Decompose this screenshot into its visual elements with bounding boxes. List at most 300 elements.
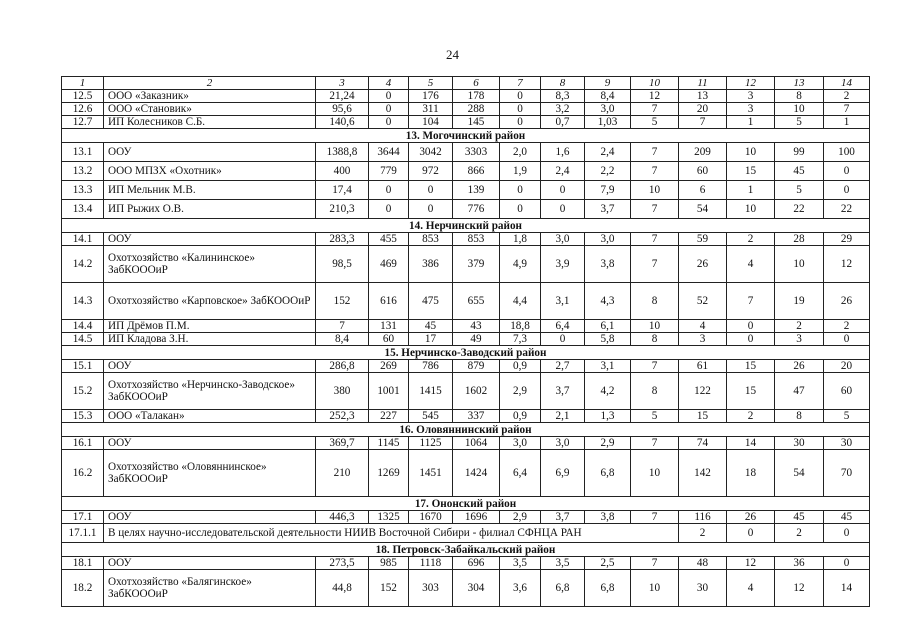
table-cell: 22 [775, 200, 824, 219]
table-cell: 1,03 [585, 116, 631, 129]
table-cell: 7 [631, 557, 679, 570]
table-cell: 475 [409, 283, 453, 320]
table-row [62, 450, 870, 497]
district-title: 16. Оловяннинский район [62, 423, 870, 437]
table-cell: 17 [409, 333, 453, 346]
table-cell: 104 [409, 116, 453, 129]
table-cell: 7 [631, 246, 679, 283]
table-cell: 7 [679, 116, 727, 129]
table-cell: 0 [369, 90, 409, 103]
table-cell: 2 [679, 524, 727, 543]
table-cell: 3,9 [541, 246, 585, 283]
table-cell: 7 [631, 233, 679, 246]
row-number: 14.1 [62, 233, 104, 246]
table-cell: 6 [679, 181, 727, 200]
table-cell: 10 [775, 103, 824, 116]
table-cell: 0 [824, 333, 870, 346]
table-cell: 8,4 [316, 333, 369, 346]
district-title: 17. Ононский район [62, 497, 870, 511]
table-cell: 15 [727, 373, 775, 410]
table-cell: 20 [679, 103, 727, 116]
table-cell: 1 [824, 116, 870, 129]
table-cell: 4,9 [500, 246, 541, 283]
table-cell: 6,8 [541, 570, 585, 607]
table-cell: 22 [824, 200, 870, 219]
table-cell: 29 [824, 233, 870, 246]
table-row [62, 437, 870, 450]
table-cell: 1388,8 [316, 143, 369, 162]
table-cell: 15 [679, 410, 727, 423]
column-number: 8 [541, 77, 585, 90]
row-number: 13.4 [62, 200, 104, 219]
table-cell: 7 [631, 360, 679, 373]
table-cell: 98,5 [316, 246, 369, 283]
organization-name: ООО МПЗХ «Охотник» [104, 162, 316, 181]
table-cell: 60 [369, 333, 409, 346]
table-cell: 99 [775, 143, 824, 162]
table-cell: 3,1 [541, 283, 585, 320]
table-cell: 3 [679, 333, 727, 346]
column-number: 7 [500, 77, 541, 90]
table-cell: 866 [453, 162, 500, 181]
table-cell: 0 [824, 181, 870, 200]
organization-name: ИП Рыжих О.В. [104, 200, 316, 219]
table-cell: 2,9 [585, 437, 631, 450]
table-cell: 303 [409, 570, 453, 607]
table-cell: 1,8 [500, 233, 541, 246]
table-cell: 210 [316, 450, 369, 497]
table-cell: 1001 [369, 373, 409, 410]
column-number: 2 [104, 77, 316, 90]
row-number: 13.1 [62, 143, 104, 162]
table-cell: 13 [679, 90, 727, 103]
table-cell: 0 [409, 181, 453, 200]
district-header-row [62, 346, 870, 360]
table-cell: 1 [727, 181, 775, 200]
table-cell: 1269 [369, 450, 409, 497]
table-row [62, 557, 870, 570]
table-cell: 545 [409, 410, 453, 423]
table-cell: 0 [727, 524, 775, 543]
column-number: 11 [679, 77, 727, 90]
table-cell: 3,7 [585, 200, 631, 219]
organization-name: ООО «Талакан» [104, 410, 316, 423]
table-cell: 3644 [369, 143, 409, 162]
organization-name: ООУ [104, 557, 316, 570]
table-cell: 5 [775, 181, 824, 200]
table-cell: 786 [409, 360, 453, 373]
row-number: 12.7 [62, 116, 104, 129]
table-cell: 252,3 [316, 410, 369, 423]
table-cell: 2 [727, 233, 775, 246]
table-cell: 2,1 [541, 410, 585, 423]
table-cell: 8 [631, 333, 679, 346]
table-row [62, 233, 870, 246]
table-cell: 0 [500, 116, 541, 129]
table-cell: 8 [631, 373, 679, 410]
table-cell: 7,3 [500, 333, 541, 346]
table-cell: 1,9 [500, 162, 541, 181]
table-cell: 61 [679, 360, 727, 373]
table-cell: 286,8 [316, 360, 369, 373]
organization-name: Охотхозяйство «Балягинское» ЗабКОООиР [104, 570, 316, 607]
table-cell: 972 [409, 162, 453, 181]
table-cell: 288 [453, 103, 500, 116]
table-cell: 210,3 [316, 200, 369, 219]
table-cell: 28 [775, 233, 824, 246]
table-cell: 455 [369, 233, 409, 246]
table-cell: 1118 [409, 557, 453, 570]
table-cell: 2 [775, 320, 824, 333]
district-header-row [62, 497, 870, 511]
table-cell: 19 [775, 283, 824, 320]
organization-name: Охотхозяйство «Оловяннинское» ЗабКОООиР [104, 450, 316, 497]
row-number: 15.2 [62, 373, 104, 410]
table-cell: 10 [631, 450, 679, 497]
column-number: 1 [62, 77, 104, 90]
table-row [62, 162, 870, 181]
district-header-row [62, 129, 870, 143]
table-cell: 7 [631, 143, 679, 162]
table-cell: 853 [409, 233, 453, 246]
row-number: 16.1 [62, 437, 104, 450]
table-cell: 30 [824, 437, 870, 450]
table-cell: 0,7 [541, 116, 585, 129]
column-number: 3 [316, 77, 369, 90]
column-number: 12 [727, 77, 775, 90]
district-title: 18. Петровск-Забайкальский район [62, 543, 870, 557]
column-number: 9 [585, 77, 631, 90]
table-cell: 18 [727, 450, 775, 497]
table-cell: 21,24 [316, 90, 369, 103]
table-cell: 15 [727, 162, 775, 181]
table-cell: 5 [824, 410, 870, 423]
table-cell: 3,8 [585, 246, 631, 283]
table-cell: 3 [727, 90, 775, 103]
table-cell: 152 [369, 570, 409, 607]
table-cell: 8 [631, 283, 679, 320]
table-cell: 0 [824, 524, 870, 543]
table-cell: 140,6 [316, 116, 369, 129]
table-cell: 45 [409, 320, 453, 333]
table-cell: 60 [824, 373, 870, 410]
column-number: 10 [631, 77, 679, 90]
table-cell: 3,0 [541, 233, 585, 246]
table-cell: 26 [679, 246, 727, 283]
table-cell: 1415 [409, 373, 453, 410]
organization-name: Охотхозяйство «Нерчинско-Заводское» ЗабКОООиР [104, 373, 316, 410]
table-cell: 10 [727, 200, 775, 219]
table-cell: 10 [775, 246, 824, 283]
table-cell: 6,4 [500, 450, 541, 497]
table-cell: 3,0 [541, 437, 585, 450]
table-cell: 4,2 [585, 373, 631, 410]
row-number: 17.1 [62, 511, 104, 524]
table-cell: 60 [679, 162, 727, 181]
table-cell: 7 [316, 320, 369, 333]
table-row [62, 333, 870, 346]
table-cell: 47 [775, 373, 824, 410]
table-cell: 3 [775, 333, 824, 346]
table-cell: 227 [369, 410, 409, 423]
table-cell: 74 [679, 437, 727, 450]
table-cell: 3,8 [585, 511, 631, 524]
table-cell: 48 [679, 557, 727, 570]
table-cell: 6,8 [585, 570, 631, 607]
table-cell: 1125 [409, 437, 453, 450]
district-title: 14. Нерчинский район [62, 219, 870, 233]
table-cell: 655 [453, 283, 500, 320]
table-cell: 3,1 [585, 360, 631, 373]
table-cell: 30 [775, 437, 824, 450]
table-cell: 0 [409, 200, 453, 219]
table-cell: 178 [453, 90, 500, 103]
table-cell: 45 [824, 511, 870, 524]
table-cell: 2,7 [541, 360, 585, 373]
table-cell: 337 [453, 410, 500, 423]
table-cell: 853 [453, 233, 500, 246]
column-number: 6 [453, 77, 500, 90]
table-row [62, 373, 870, 410]
table-cell: 176 [409, 90, 453, 103]
table-cell: 20 [824, 360, 870, 373]
table-cell: 2,0 [500, 143, 541, 162]
table-cell: 4 [679, 320, 727, 333]
table-cell: 12 [824, 246, 870, 283]
table-cell: 26 [727, 511, 775, 524]
table-cell: 52 [679, 283, 727, 320]
table-cell: 36 [775, 557, 824, 570]
hunting-grounds-table [61, 76, 870, 607]
table-cell: 304 [453, 570, 500, 607]
table-cell: 0 [824, 162, 870, 181]
table-cell: 17,4 [316, 181, 369, 200]
table-cell: 4,3 [585, 283, 631, 320]
table-cell: 469 [369, 246, 409, 283]
table-cell: 0 [369, 200, 409, 219]
table-cell: 122 [679, 373, 727, 410]
table-cell: 3,0 [585, 233, 631, 246]
table-cell: 0 [541, 181, 585, 200]
row-number: 18.1 [62, 557, 104, 570]
table-cell: 116 [679, 511, 727, 524]
organization-name: ООУ [104, 437, 316, 450]
table-row [62, 360, 870, 373]
table-cell: 45 [775, 162, 824, 181]
table-cell: 4,4 [500, 283, 541, 320]
district-header-row [62, 219, 870, 233]
page-number: 24 [446, 47, 459, 62]
table-cell: 1 [727, 116, 775, 129]
table-cell: 2 [824, 90, 870, 103]
column-number: 13 [775, 77, 824, 90]
table-cell: 5 [631, 410, 679, 423]
table-cell: 43 [453, 320, 500, 333]
table-cell: 2,9 [500, 373, 541, 410]
table-cell: 7 [631, 162, 679, 181]
table-cell: 4 [727, 246, 775, 283]
table-cell: 616 [369, 283, 409, 320]
note-text: В целях научно-исследовательской деятельности НИИВ Восточной Сибири - филиал СФНЦА РАН [104, 524, 679, 543]
table-cell: 2,4 [585, 143, 631, 162]
organization-name: ООО «Заказник» [104, 90, 316, 103]
table-row [62, 143, 870, 162]
table-cell: 30 [679, 570, 727, 607]
table-cell: 985 [369, 557, 409, 570]
table-cell: 1670 [409, 511, 453, 524]
row-number: 14.5 [62, 333, 104, 346]
table-cell: 209 [679, 143, 727, 162]
table-cell: 6,1 [585, 320, 631, 333]
table-cell: 12 [727, 557, 775, 570]
table-cell: 0 [727, 333, 775, 346]
table-cell: 12 [631, 90, 679, 103]
row-number: 15.1 [62, 360, 104, 373]
table-cell: 4 [727, 570, 775, 607]
table-cell: 379 [453, 246, 500, 283]
table-row [62, 283, 870, 320]
table-cell: 10 [631, 320, 679, 333]
table-cell: 1064 [453, 437, 500, 450]
table-cell: 10 [727, 143, 775, 162]
row-number: 12.5 [62, 90, 104, 103]
table-cell: 380 [316, 373, 369, 410]
table-cell: 7 [631, 511, 679, 524]
row-number: 13.2 [62, 162, 104, 181]
table-row [62, 410, 870, 423]
table-cell: 0 [500, 90, 541, 103]
table-cell: 2 [824, 320, 870, 333]
table-cell: 7 [631, 200, 679, 219]
organization-name: ООО «Становик» [104, 103, 316, 116]
table-cell: 49 [453, 333, 500, 346]
table-cell: 5,8 [585, 333, 631, 346]
table-cell: 145 [453, 116, 500, 129]
organization-name: Охотхозяйство «Калининское» ЗабКОООиР [104, 246, 316, 283]
organization-name: ИП Дрёмов П.М. [104, 320, 316, 333]
organization-name: ИП Колесников С.Б. [104, 116, 316, 129]
table-cell: 0,9 [500, 360, 541, 373]
column-number: 5 [409, 77, 453, 90]
organization-name: ООУ [104, 360, 316, 373]
table-cell: 7 [631, 103, 679, 116]
table-cell: 95,6 [316, 103, 369, 116]
table-cell: 7 [631, 437, 679, 450]
table-cell: 3,5 [500, 557, 541, 570]
table-row [62, 181, 870, 200]
table-cell: 0 [541, 333, 585, 346]
table-cell: 26 [824, 283, 870, 320]
table-cell: 2 [775, 524, 824, 543]
table-cell: 6,4 [541, 320, 585, 333]
table-cell: 2,9 [500, 511, 541, 524]
table-cell: 1,6 [541, 143, 585, 162]
table-cell: 1145 [369, 437, 409, 450]
table-cell: 446,3 [316, 511, 369, 524]
column-number: 14 [824, 77, 870, 90]
row-number: 15.3 [62, 410, 104, 423]
table-cell: 369,7 [316, 437, 369, 450]
table-cell: 44,8 [316, 570, 369, 607]
table-cell: 15 [727, 360, 775, 373]
table-cell: 7,9 [585, 181, 631, 200]
district-title: 13. Могочинский район [62, 129, 870, 143]
row-number: 14.2 [62, 246, 104, 283]
table-cell: 8,4 [585, 90, 631, 103]
table-cell: 7 [727, 283, 775, 320]
table-cell: 1696 [453, 511, 500, 524]
table-cell: 0 [727, 320, 775, 333]
table-cell: 14 [824, 570, 870, 607]
table-cell: 2,2 [585, 162, 631, 181]
table-cell: 3,7 [541, 373, 585, 410]
organization-name: ООУ [104, 143, 316, 162]
table-cell: 54 [679, 200, 727, 219]
district-header-row [62, 423, 870, 437]
table-row [62, 116, 870, 129]
table-cell: 152 [316, 283, 369, 320]
table-cell: 696 [453, 557, 500, 570]
table-row [62, 246, 870, 283]
row-number: 17.1.1 [62, 524, 104, 543]
table-cell: 1,3 [585, 410, 631, 423]
organization-name: ИП Кладова З.Н. [104, 333, 316, 346]
table-row [62, 511, 870, 524]
table-cell: 14 [727, 437, 775, 450]
table-row [62, 90, 870, 103]
table-cell: 54 [775, 450, 824, 497]
table-cell: 8,3 [541, 90, 585, 103]
table-cell: 1325 [369, 511, 409, 524]
table-cell: 0 [500, 200, 541, 219]
table-cell: 131 [369, 320, 409, 333]
table-cell: 8 [775, 410, 824, 423]
row-number: 18.2 [62, 570, 104, 607]
table-cell: 3,7 [541, 511, 585, 524]
table-row [62, 320, 870, 333]
table-cell: 10 [631, 570, 679, 607]
column-number-row [62, 77, 870, 90]
column-number: 4 [369, 77, 409, 90]
table-cell: 273,5 [316, 557, 369, 570]
table-cell: 10 [631, 181, 679, 200]
row-number: 13.3 [62, 181, 104, 200]
table-cell: 26 [775, 360, 824, 373]
table-cell: 1424 [453, 450, 500, 497]
table-cell: 8 [775, 90, 824, 103]
table-cell: 5 [631, 116, 679, 129]
organization-name: ООУ [104, 233, 316, 246]
table-cell: 3042 [409, 143, 453, 162]
table-cell: 3,5 [541, 557, 585, 570]
table-cell: 283,3 [316, 233, 369, 246]
row-number: 16.2 [62, 450, 104, 497]
row-number: 14.3 [62, 283, 104, 320]
table-cell: 269 [369, 360, 409, 373]
table-cell: 0 [500, 181, 541, 200]
table-cell: 3,6 [500, 570, 541, 607]
district-header-row [62, 543, 870, 557]
table-cell: 0 [369, 181, 409, 200]
organization-name: ООУ [104, 511, 316, 524]
table-body [62, 77, 870, 607]
table-cell: 1451 [409, 450, 453, 497]
table-cell: 3 [727, 103, 775, 116]
table-cell: 6,8 [585, 450, 631, 497]
table-cell: 6,9 [541, 450, 585, 497]
table-cell: 0 [824, 557, 870, 570]
table-cell: 142 [679, 450, 727, 497]
